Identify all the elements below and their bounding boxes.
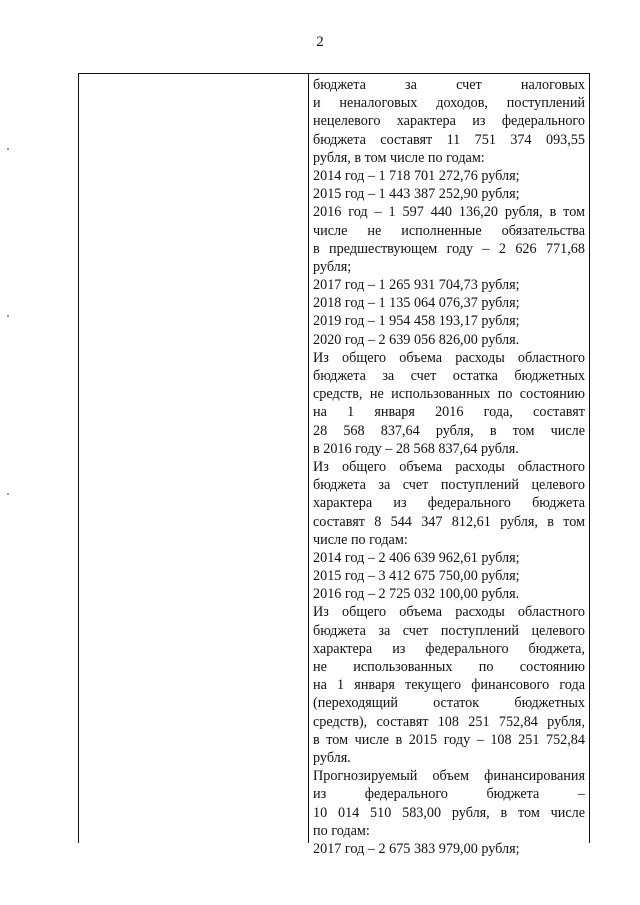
text-line: не использованных по состоянию <box>313 659 585 675</box>
text-line: Прогнозируемый объем финансирования <box>313 768 585 785</box>
text-line: 2016 год – 1 597 440 136,20 рубля, в том <box>313 204 585 221</box>
text-line: Из общего объема расходы областного <box>313 458 585 475</box>
text-line: 2014 год – 1 718 701 272,76 рубля; <box>313 167 520 184</box>
text-line: в предшествующем году – 2 626 771,68 <box>313 240 585 257</box>
page-number: 2 <box>316 34 324 50</box>
text-line: 2018 год – 1 135 064 076,37 рубля; <box>313 295 520 312</box>
text-line: рубля; <box>313 258 352 275</box>
text-line: 10 014 510 583,00 рубля, в том числе <box>313 804 585 821</box>
text-line: бюджета составят 11 751 374 093,55 <box>313 131 585 148</box>
text-line: бюджета за счет налоговых <box>313 77 585 93</box>
document-table <box>78 73 590 857</box>
text-line: средств, не использованных по состоянию <box>313 386 585 403</box>
text-line: числе не исполненные обязательства <box>313 222 585 239</box>
text-line: характера из федерального бюджета <box>313 495 585 512</box>
text-line: 2016 год – 2 725 032 100,00 рубля. <box>313 586 520 603</box>
text-line: рубля, в том числе по годам: <box>313 149 485 166</box>
text-line: бюджета за счет поступлений целевого <box>313 622 585 639</box>
text-line: 2017 год – 2 675 383 979,00 рубля; <box>313 840 520 857</box>
text-line: 2017 год – 1 265 931 704,73 рубля; <box>313 277 520 294</box>
text-line: характера из федерального бюджета, <box>313 640 585 657</box>
scan-speck <box>7 315 9 317</box>
text-line: 2014 год – 2 406 639 962,61 рубля; <box>313 549 520 566</box>
text-line: 2015 год – 1 443 387 252,90 рубля; <box>313 186 520 203</box>
text-line: бюджета за счет поступлений целевого <box>313 477 585 494</box>
text-line: на 1 января 2016 года, составят <box>313 404 585 421</box>
text-line: по годам: <box>313 822 370 839</box>
text-line: составят 8 544 347 812,61 рубля, в том <box>313 513 585 530</box>
text-line: (переходящий остаток бюджетных <box>313 695 585 712</box>
text-line: 2015 год – 3 412 675 750,00 рубля; <box>313 568 520 585</box>
text-line: бюджета за счет остатка бюджетных <box>313 368 585 384</box>
text-line: и неналоговых доходов, поступлений <box>313 95 585 112</box>
column-divider <box>308 74 309 843</box>
scan-speck <box>7 493 9 495</box>
text-line: Из общего объема расходы областного <box>313 604 585 621</box>
text-line: в том числе в 2015 году – 108 251 752,84 <box>313 731 585 748</box>
text-line: 2020 год – 2 639 056 826,00 рубля. <box>313 331 520 348</box>
scan-speck <box>7 148 9 150</box>
right-column-text <box>313 76 585 858</box>
text-line: 2019 год – 1 954 458 193,17 рубля; <box>313 313 520 330</box>
text-line: 28 568 837,64 рубля, в том числе <box>313 422 585 439</box>
text-line: на 1 января текущего финансового года <box>313 677 585 694</box>
text-line: средств), составят 108 251 752,84 рубля, <box>313 713 585 730</box>
text-line: из федерального бюджета – <box>313 786 585 803</box>
text-line: рубля. <box>313 749 351 766</box>
text-line: нецелевого характера из федерального <box>313 113 585 130</box>
text-line: в 2016 году – 28 568 837,64 рубля. <box>313 440 519 457</box>
text-line: числе по годам: <box>313 531 408 548</box>
text-line: Из общего объема расходы областного <box>313 349 585 366</box>
